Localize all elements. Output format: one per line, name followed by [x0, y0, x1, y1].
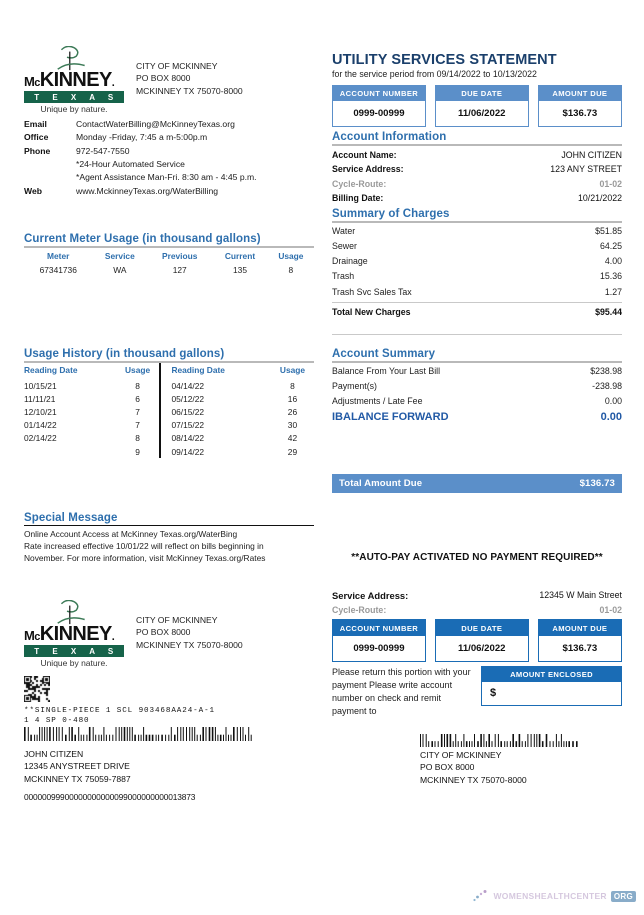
endorsement-line-1: **SINGLE-PIECE 1 SCL 903468AA24-A-1 [24, 707, 215, 715]
sparkle-icon [473, 889, 489, 903]
stub-service-address-label: Service Address: [332, 590, 409, 601]
account-number-label: ACCOUNT NUMBER [333, 86, 425, 101]
stub-amount-due-label: AMOUNT DUE [539, 620, 621, 635]
account-info-row [332, 177, 622, 191]
usage-history-cell: 7 [135, 420, 140, 431]
account-summary-section [332, 348, 622, 427]
account-info-value: 10/21/2022 [577, 192, 622, 203]
stub-due-date-box [435, 619, 529, 661]
account-information-title: Account Information [332, 131, 447, 143]
account-summary-value: $238.98 [590, 366, 622, 376]
web-label: Web [24, 185, 42, 196]
usage-history-header-cell: Reading Date [160, 363, 271, 379]
usage-history-cell [24, 445, 116, 458]
amount-enclosed-value[interactable]: $ [490, 687, 497, 700]
amount-enclosed-row [332, 666, 622, 718]
charge-value: 64.25 [599, 241, 622, 252]
usage-history-cell: 29 [287, 446, 298, 457]
account-summary-value: -238.98 [592, 381, 622, 392]
office-value: Monday -Friday, 7:45 a m-5:00p.m [76, 132, 208, 143]
stub-left-block [24, 600, 314, 668]
remittance-stub [332, 588, 622, 662]
usage-history-header-cell: Usage [124, 365, 151, 375]
charge-row [332, 254, 622, 269]
account-summary-label: Payment(s) [332, 381, 377, 392]
charge-row [332, 285, 622, 300]
total-new-charges-label: Total New Charges [332, 306, 411, 317]
account-info-value: JOHN CITIZEN [561, 150, 622, 160]
meter-header-cell: Meter [47, 251, 70, 261]
usage-history-cell: 07/15/22 [160, 419, 271, 432]
usage-history-cell: 42 [287, 433, 298, 444]
amount-due-box [538, 85, 622, 127]
logo-tagline-stub: Unique by nature. [40, 658, 108, 668]
qr-code [24, 676, 314, 702]
total-amount-due-label: Total Amount Due [339, 478, 423, 489]
amount-due-value: $136.73 [562, 108, 598, 120]
remit-to-po-box: PO BOX 8000 [420, 762, 475, 773]
phone-note-agent: *Agent Assistance Man-Fri. 8:30 am - 4:45 p.m. [76, 172, 257, 183]
usage-history-row [24, 392, 314, 405]
logo-texas-bar: T E X A S [24, 91, 124, 103]
account-info-row [332, 191, 622, 205]
special-message-line: Rate increased effective 10/01/22 will reflect on bills beginning in [24, 541, 264, 552]
statement-summary-boxes [332, 85, 622, 127]
company-name: CITY OF MCKINNEY [136, 61, 218, 71]
stub-service-address-value: 12345 W Main Street [539, 590, 622, 600]
usage-history-cell: 08/14/22 [160, 432, 271, 445]
account-info-value: 01-02 [599, 178, 622, 189]
office-label: Office [24, 132, 49, 143]
usage-history-row [24, 432, 314, 445]
mckinney-logo [24, 46, 124, 114]
balance-forward-value: 0.00 [600, 411, 622, 424]
endorsement-line-2: 1 4 SP 0-480 [24, 717, 90, 726]
meter-header-cell: Current [224, 251, 256, 261]
usage-history-cell: 7 [135, 406, 140, 417]
special-message-line: Online Account Access at McKinney Texas.org/WaterBing [24, 529, 238, 539]
charge-value: 15.36 [599, 271, 622, 282]
usage-history-header-cell: Usage [279, 365, 306, 375]
stub-account-number-box [332, 619, 426, 661]
special-message-section [24, 512, 314, 565]
usage-history-cell: 04/14/22 [160, 379, 271, 392]
remit-to-name: CITY OF MCKINNEY [420, 750, 502, 760]
logo-wordmark-stub: McKINNEY. [24, 623, 115, 645]
stub-summary-boxes [332, 619, 622, 661]
account-info-label: Billing Date: [332, 192, 384, 203]
mail-endorsement-block [24, 706, 314, 741]
watermark-badge: ORG [611, 891, 636, 902]
charge-row [332, 269, 622, 284]
usage-history-row [24, 405, 314, 418]
stub-due-date-label: DUE DATE [436, 620, 528, 635]
company-city-state-zip-stub: MCKINNEY TX 75070-8000 [136, 639, 243, 650]
current-meter-usage-table [24, 248, 314, 276]
usage-history-cell: 05/12/22 [160, 392, 271, 405]
current-meter-usage-section [24, 233, 314, 276]
stub-cycle-route-row [332, 603, 622, 617]
due-date-box [435, 85, 529, 127]
usage-history-cell: 8 [290, 380, 295, 391]
current-meter-usage-title: Current Meter Usage (in thousand gallons) [24, 233, 261, 245]
account-number-box [332, 85, 426, 127]
meter-header-cell: Usage [278, 251, 304, 261]
contact-info [24, 118, 314, 198]
meter-row [24, 263, 314, 276]
postnet-barcode-remit [420, 734, 580, 747]
special-message-title: Special Message [24, 512, 118, 524]
usage-history-cell: 10/15/21 [24, 380, 57, 391]
summary-of-charges-title: Summary of Charges [332, 208, 450, 220]
mckinney-logo-stub [24, 600, 124, 668]
account-summary-row [332, 364, 622, 379]
usage-history-cell: 8 [135, 380, 140, 391]
meter-cell: 127 [172, 264, 187, 275]
usage-history-cell: 16 [287, 393, 298, 404]
phone-label: Phone [24, 145, 51, 156]
charge-row [332, 224, 622, 239]
charge-value: $51.85 [595, 226, 622, 236]
remit-to-city-state-zip: MCKINNEY TX 75070-8000 [420, 774, 527, 785]
usage-history-table [24, 363, 314, 458]
company-city-state-zip: MCKINNEY TX 75070-8000 [136, 85, 243, 96]
meter-header-cell: Previous [162, 251, 198, 261]
usage-history-cell: 06/15/22 [160, 405, 271, 418]
charge-label: Drainage [332, 256, 368, 267]
account-info-label: Cycle-Route: [332, 178, 387, 189]
postnet-barcode [24, 727, 254, 741]
meter-header-cell: Service [104, 251, 135, 261]
meter-cell: WA [113, 264, 127, 275]
phone-note-automated: *24-Hour Automated Service [76, 158, 185, 169]
charge-row [332, 239, 622, 254]
stub-due-date-value: 11/06/2022 [458, 642, 506, 654]
account-info-label: Service Address: [332, 164, 404, 175]
company-po-box: PO BOX 8000 [136, 73, 191, 84]
statement-title: UTILITY SERVICES STATEMENT [332, 52, 557, 68]
usage-history-row [24, 445, 314, 458]
stub-cycle-route-value: 01-02 [599, 605, 622, 616]
statement-header [332, 52, 622, 127]
email-value[interactable]: ContactWaterBilling@McKinneyTexas.org [76, 119, 235, 129]
usage-history-cell: 12/10/21 [24, 406, 57, 417]
charge-value: 4.00 [604, 256, 622, 267]
account-number-value: 0999-00999 [353, 108, 405, 120]
amount-enclosed-label: AMOUNT ENCLOSED [482, 667, 621, 682]
balance-forward-label: IBALANCE FORWARD [332, 411, 449, 424]
recipient-city-state-zip: MCKINNEY TX 75059-7887 [24, 773, 131, 784]
meter-cell: 8 [288, 264, 294, 275]
logo-tagline: Unique by nature. [40, 104, 108, 114]
usage-history-section [24, 348, 314, 458]
recipient-street: 12345 ANYSTREET DRIVE [24, 761, 130, 772]
stub-account-number-label: ACCOUNT NUMBER [333, 620, 425, 635]
scanline: 00000099900000000000099000000000013873 [24, 792, 196, 803]
web-value[interactable]: www.MckinneyTexas.org/WaterBilling [76, 185, 219, 196]
total-amount-due-bar [332, 474, 622, 493]
stub-cycle-route-label: Cycle-Route: [332, 605, 387, 616]
balance-forward-row [332, 409, 622, 427]
due-date-value: 11/06/2022 [458, 108, 506, 120]
watermark [473, 889, 636, 903]
logo-wordmark: McKINNEY. [24, 69, 115, 91]
recipient-name: JOHN CITIZEN [24, 749, 84, 759]
stub-amount-due-box [538, 619, 622, 661]
usage-history-row [24, 379, 314, 392]
charge-label: Trash [332, 271, 355, 282]
amount-enclosed-box[interactable] [481, 666, 622, 706]
usage-history-cell: 11/11/21 [24, 393, 56, 404]
account-summary-row [332, 379, 622, 394]
logo-texas-bar-stub: T E X A S [24, 645, 124, 657]
amount-due-label: AMOUNT DUE [539, 86, 621, 101]
usage-history-cell: 26 [287, 406, 298, 417]
charge-label: Water [332, 226, 356, 236]
account-summary-title: Account Summary [332, 348, 436, 360]
stub-service-address-row [332, 588, 622, 603]
usage-history-row [24, 419, 314, 432]
company-name-stub: CITY OF MCKINNEY [136, 615, 218, 625]
total-new-charges-row [332, 303, 622, 320]
autopay-notice [332, 552, 622, 563]
account-info-row [332, 162, 622, 176]
usage-history-title: Usage History (in thousand gallons) [24, 348, 225, 360]
stub-account-number-value: 0999-00999 [353, 642, 405, 654]
account-summary-label: Adjustments / Late Fee [332, 396, 423, 407]
summary-of-charges-section [332, 208, 622, 335]
company-address-stub [136, 600, 243, 651]
company-po-box-stub: PO BOX 8000 [136, 627, 191, 638]
phone-value: 972-547-7550 [76, 145, 130, 156]
email-label: Email [24, 119, 47, 129]
usage-history-cell: 30 [287, 420, 298, 431]
account-summary-label: Balance From Your Last Bill [332, 366, 441, 376]
account-info-row [332, 148, 622, 162]
charge-label: Trash Svc Sales Tax [332, 286, 412, 297]
usage-history-cell: 8 [135, 433, 140, 444]
meter-cell: 67341736 [39, 264, 77, 275]
usage-history-cell: 09/14/22 [160, 445, 271, 458]
autopay-notice-text: **AUTO-PAY ACTIVATED NO PAYMENT REQUIRED** [351, 552, 603, 563]
total-amount-due-value: $136.73 [579, 478, 615, 489]
meter-cell: 135 [233, 264, 247, 275]
account-information-section [332, 131, 622, 205]
header-left-block [24, 46, 314, 114]
total-new-charges-value: $95.44 [595, 306, 622, 317]
due-date-label: DUE DATE [436, 86, 528, 101]
return-portion-note: Please return this portion with your payment Please write account number on check and remit payment to [332, 667, 471, 717]
usage-history-cell: 9 [135, 446, 140, 457]
stub-amount-due-value: $136.73 [562, 642, 598, 654]
special-message-line: November. For more information, visit McKinney Texas.org/Rates [24, 553, 266, 564]
usage-history-header-cell: Reading Date [24, 365, 78, 375]
recipient-address [24, 748, 314, 802]
usage-history-cell: 01/14/22 [24, 420, 57, 431]
qr-code-image [24, 676, 50, 702]
account-info-label: Account Name: [332, 150, 397, 160]
statement-service-period: for the service period from 09/14/2022 to 10/13/2022 [332, 69, 537, 79]
account-summary-value: 0.00 [604, 396, 622, 407]
usage-history-cell: 6 [135, 393, 140, 404]
charge-value: 1.27 [604, 286, 622, 297]
account-summary-row [332, 394, 622, 409]
usage-history-cell: 02/14/22 [24, 433, 57, 444]
remit-to-block [332, 734, 622, 786]
watermark-text: WOMENSHEALTHCENTER [493, 891, 607, 901]
charge-label: Sewer [332, 241, 357, 252]
account-info-value: 123 ANY STREET [550, 164, 622, 175]
company-address [136, 46, 243, 97]
